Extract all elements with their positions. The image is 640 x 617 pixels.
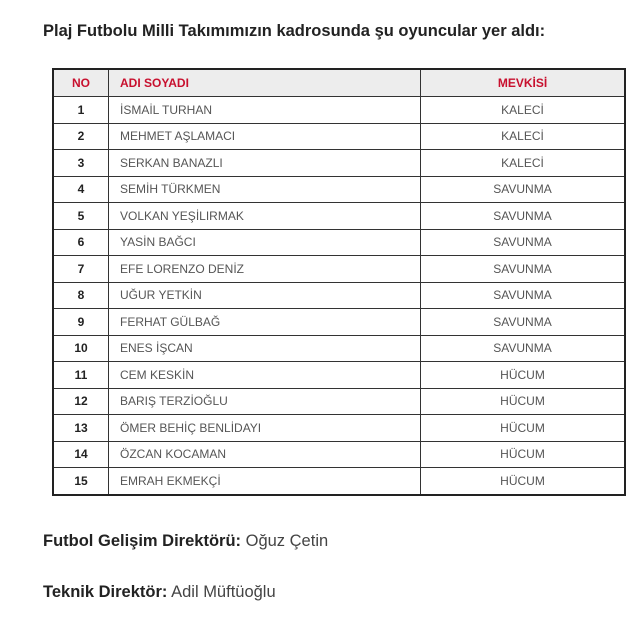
table-row bbox=[53, 441, 625, 468]
player-name: İSMAİL TURHAN bbox=[109, 97, 421, 124]
player-name: SEMİH TÜRKMEN bbox=[109, 176, 421, 203]
player-position: SAVUNMA bbox=[421, 229, 626, 256]
player-position: KALECİ bbox=[421, 97, 626, 124]
player-number: 14 bbox=[53, 441, 109, 468]
player-name: MEHMET AŞLAMACI bbox=[109, 123, 421, 150]
player-number: 3 bbox=[53, 150, 109, 177]
player-position: SAVUNMA bbox=[421, 335, 626, 362]
player-position: SAVUNMA bbox=[421, 203, 626, 230]
player-position: HÜCUM bbox=[421, 362, 626, 389]
player-position: SAVUNMA bbox=[421, 309, 626, 336]
player-number: 2 bbox=[53, 123, 109, 150]
player-name: YASİN BAĞCI bbox=[109, 229, 421, 256]
player-number: 12 bbox=[53, 388, 109, 415]
player-name: ÖMER BEHİÇ BENLİDAYI bbox=[109, 415, 421, 442]
table-row bbox=[53, 176, 625, 203]
table-row bbox=[53, 229, 625, 256]
staff-line-technical-director bbox=[43, 583, 276, 602]
player-name: EMRAH EKMEKÇİ bbox=[109, 468, 421, 495]
player-number: 4 bbox=[53, 176, 109, 203]
player-name: BARIŞ TERZİOĞLU bbox=[109, 388, 421, 415]
player-position: SAVUNMA bbox=[421, 282, 626, 309]
player-position: HÜCUM bbox=[421, 388, 626, 415]
player-name: EFE LORENZO DENİZ bbox=[109, 256, 421, 283]
table-row bbox=[53, 97, 625, 124]
table-header-row bbox=[53, 69, 625, 97]
player-number: 9 bbox=[53, 309, 109, 336]
player-name: CEM KESKİN bbox=[109, 362, 421, 389]
player-number: 6 bbox=[53, 229, 109, 256]
table-row bbox=[53, 256, 625, 283]
table-row bbox=[53, 388, 625, 415]
player-number: 11 bbox=[53, 362, 109, 389]
player-position: HÜCUM bbox=[421, 415, 626, 442]
player-number: 8 bbox=[53, 282, 109, 309]
staff-name: Oğuz Çetin bbox=[245, 532, 329, 550]
player-number: 13 bbox=[53, 415, 109, 442]
player-name: UĞUR YETKİN bbox=[109, 282, 421, 309]
table-row bbox=[53, 335, 625, 362]
player-position: SAVUNMA bbox=[421, 176, 626, 203]
staff-role: Futbol Gelişim Direktörü: bbox=[43, 532, 242, 550]
player-name: FERHAT GÜLBAĞ bbox=[109, 309, 421, 336]
player-number: 15 bbox=[53, 468, 109, 495]
table-row bbox=[53, 150, 625, 177]
player-name: ENES İŞCAN bbox=[109, 335, 421, 362]
staff-line-development-director bbox=[43, 532, 328, 551]
staff-role: Teknik Direktör: bbox=[43, 583, 168, 601]
player-number: 1 bbox=[53, 97, 109, 124]
table-row bbox=[53, 362, 625, 389]
table-row bbox=[53, 203, 625, 230]
squad-table bbox=[52, 68, 626, 496]
player-position: KALECİ bbox=[421, 150, 626, 177]
header-name: ADI SOYADI bbox=[109, 69, 421, 97]
player-number: 7 bbox=[53, 256, 109, 283]
table-row bbox=[53, 309, 625, 336]
player-name: SERKAN BANAZLI bbox=[109, 150, 421, 177]
player-name: VOLKAN YEŞİLIRMAK bbox=[109, 203, 421, 230]
player-number: 5 bbox=[53, 203, 109, 230]
staff-name: Adil Müftüoğlu bbox=[171, 583, 276, 601]
header-position: MEVKİSİ bbox=[421, 69, 626, 97]
page-title: Plaj Futbolu Milli Takımımızın kadrosunda şu oyuncular yer aldı: bbox=[43, 22, 546, 40]
player-position: HÜCUM bbox=[421, 468, 626, 495]
player-position: KALECİ bbox=[421, 123, 626, 150]
player-name: ÖZCAN KOCAMAN bbox=[109, 441, 421, 468]
header-no: NO bbox=[53, 69, 109, 97]
player-position: SAVUNMA bbox=[421, 256, 626, 283]
table-row bbox=[53, 123, 625, 150]
table-row bbox=[53, 468, 625, 495]
table-row bbox=[53, 415, 625, 442]
player-number: 10 bbox=[53, 335, 109, 362]
table-row bbox=[53, 282, 625, 309]
player-position: HÜCUM bbox=[421, 441, 626, 468]
